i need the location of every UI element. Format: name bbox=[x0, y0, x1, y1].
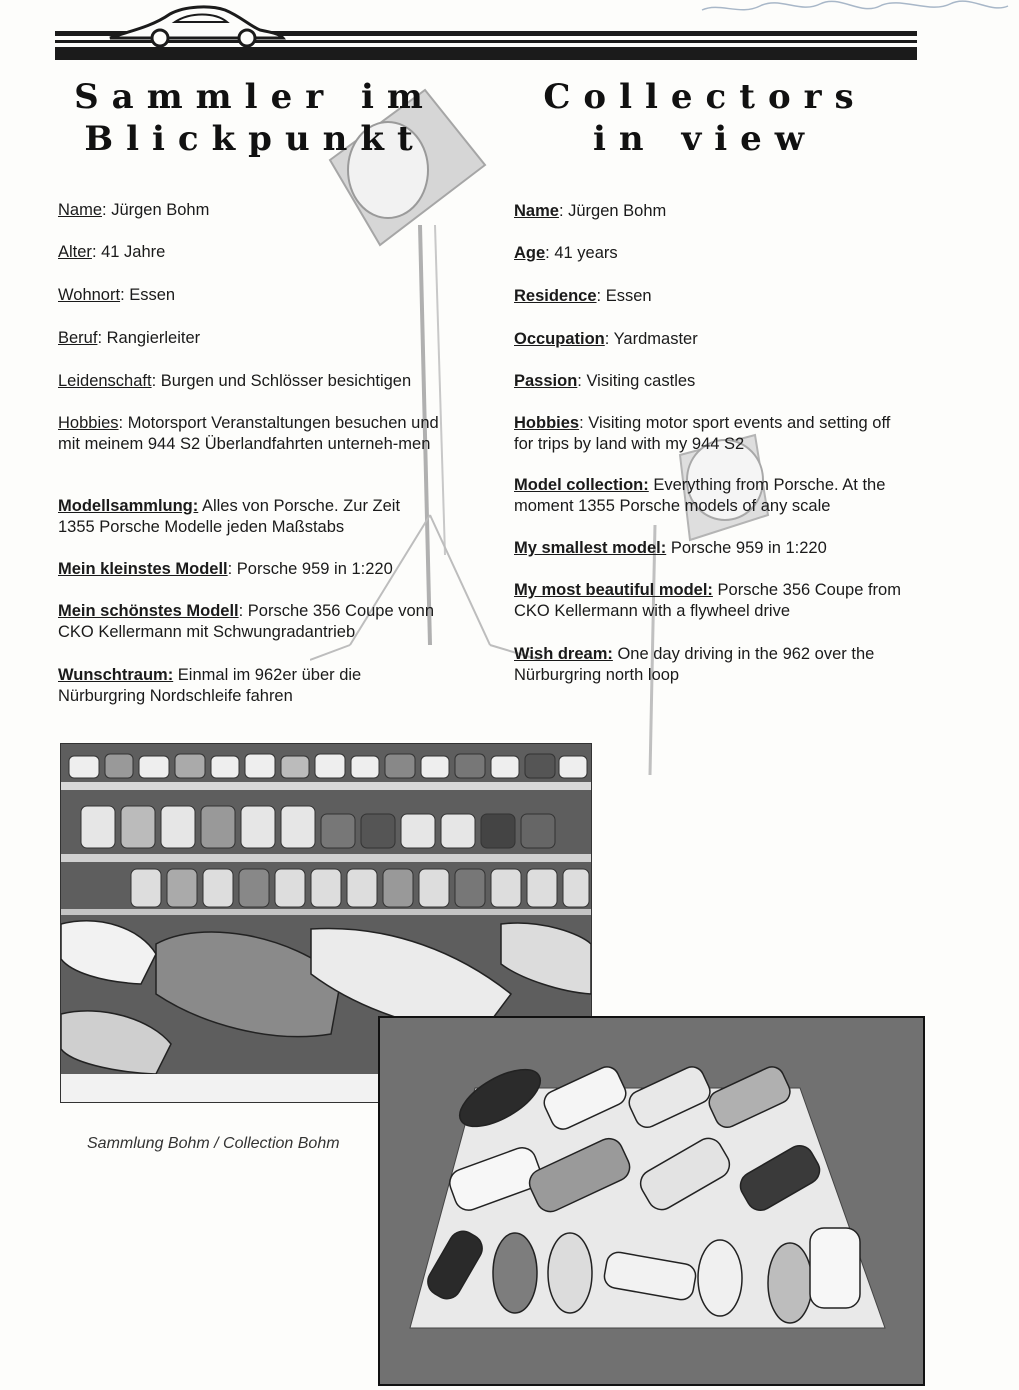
field-label: Age bbox=[514, 244, 546, 262]
field-value: Alles von Porsche. Zur Zeit 1355 Porsche Modelle jeden Maßstabs bbox=[58, 497, 401, 536]
field-collection-en bbox=[514, 475, 914, 517]
field-value: Visiting motor sport events and setting off for trips by land with my 944 S2 bbox=[514, 414, 891, 453]
field-separator: : bbox=[577, 372, 587, 390]
field-value: Motorsport Veranstaltungen besuchen und mit meinem 944 S2 Überlandfahrten unterneh-men bbox=[58, 414, 439, 453]
title-german-line-2: Blickpunkt bbox=[84, 119, 426, 159]
field-value: Everything from Porsche. At the moment 1355 Porsche models of any scale bbox=[514, 476, 886, 515]
field-label: Mein schönstes Modell bbox=[58, 602, 239, 620]
title-english-line-2: in view bbox=[592, 119, 818, 159]
field-label: Occupation bbox=[514, 330, 605, 348]
field-label: Hobbies bbox=[514, 414, 580, 432]
field-label: Name bbox=[514, 202, 559, 220]
field-separator: : bbox=[579, 414, 589, 432]
field-label: Mein kleinstes Modell bbox=[58, 560, 228, 578]
field-value: Porsche 356 Coupe from CKO Kellermann with a flywheel drive bbox=[514, 581, 901, 620]
field-value: Visiting castles bbox=[586, 372, 696, 390]
field-label: Alter bbox=[58, 243, 92, 261]
field-separator: : bbox=[91, 243, 102, 261]
field-name-en bbox=[514, 201, 914, 222]
title-german bbox=[70, 76, 440, 160]
field-label: Wish dream: bbox=[514, 645, 613, 663]
field-value: 41 years bbox=[554, 244, 618, 262]
field-label: Passion bbox=[514, 372, 578, 390]
field-value: Porsche 356 Coupe vonn CKO Kellermann mit Schwungradantrieb bbox=[58, 602, 435, 641]
field-value: 41 Jahre bbox=[101, 243, 166, 261]
field-label: Modellsammlung: bbox=[58, 497, 199, 515]
field-age-en bbox=[514, 243, 914, 264]
field-label: Wunschtraum: bbox=[58, 666, 174, 684]
field-value: Porsche 959 in 1:220 bbox=[236, 560, 393, 578]
field-separator: : bbox=[596, 287, 606, 305]
field-value: Essen bbox=[129, 286, 176, 304]
field-separator: : bbox=[102, 201, 112, 219]
photo-caption: Sammlung Bohm / Collection Bohm bbox=[87, 1135, 340, 1152]
field-hobbies-de bbox=[58, 413, 458, 455]
field-value: Rangierleiter bbox=[106, 329, 201, 347]
field-label: Model collection: bbox=[514, 476, 649, 494]
field-separator: : bbox=[558, 202, 569, 220]
field-value: Jürgen Bohm bbox=[568, 202, 667, 220]
field-passion-en bbox=[514, 371, 914, 392]
field-favorite-model-en bbox=[514, 580, 914, 622]
field-value: Essen bbox=[605, 287, 652, 305]
field-value: Jürgen Bohm bbox=[111, 201, 210, 219]
field-label: My smallest model: bbox=[514, 539, 667, 557]
field-smallest-model-de bbox=[58, 559, 468, 580]
field-favorite-model-de bbox=[58, 601, 463, 643]
field-label: Name bbox=[58, 201, 103, 219]
field-separator: : bbox=[227, 560, 237, 578]
field-value: Burgen und Schlösser besichtigen bbox=[160, 372, 412, 390]
field-age-de bbox=[58, 242, 468, 263]
field-value: Porsche 959 in 1:220 bbox=[670, 539, 827, 557]
field-label: Hobbies bbox=[58, 414, 119, 432]
field-smallest-model-en bbox=[514, 538, 914, 559]
field-residence-en bbox=[514, 286, 914, 307]
field-separator: : bbox=[97, 329, 107, 347]
field-name-de bbox=[58, 200, 468, 221]
field-label: My most beautiful model: bbox=[514, 581, 713, 599]
field-label: Beruf bbox=[58, 329, 98, 347]
field-occupation-en bbox=[514, 329, 914, 350]
field-residence-de bbox=[58, 285, 468, 306]
field-occupation-de bbox=[58, 328, 468, 349]
field-label: Wohnort bbox=[58, 286, 121, 304]
field-label: Residence bbox=[514, 287, 597, 305]
collection-photo-board bbox=[378, 1016, 925, 1386]
header-car-banner bbox=[55, 0, 917, 64]
field-collection-de bbox=[58, 496, 438, 538]
field-dream-de bbox=[58, 665, 398, 707]
field-separator: : bbox=[604, 330, 614, 348]
field-separator: : bbox=[545, 244, 555, 262]
title-english bbox=[520, 76, 890, 160]
field-label: Leidenschaft bbox=[58, 372, 152, 390]
field-separator: : bbox=[120, 286, 130, 304]
field-hobbies-en bbox=[514, 413, 904, 455]
field-separator: : bbox=[151, 372, 161, 390]
field-dream-en bbox=[514, 644, 914, 686]
field-separator: : bbox=[118, 414, 128, 432]
title-english-line-1: Collectors bbox=[543, 77, 867, 117]
field-value: Yardmaster bbox=[613, 330, 698, 348]
field-separator: : bbox=[238, 602, 248, 620]
field-value: One day driving in the 962 over the Nürburgring north loop bbox=[514, 645, 875, 684]
field-value: Einmal im 962er über die Nürburgring Nordschleife fahren bbox=[58, 666, 362, 705]
title-german-line-1: Sammler im bbox=[74, 77, 436, 117]
field-passion-de bbox=[58, 371, 468, 392]
